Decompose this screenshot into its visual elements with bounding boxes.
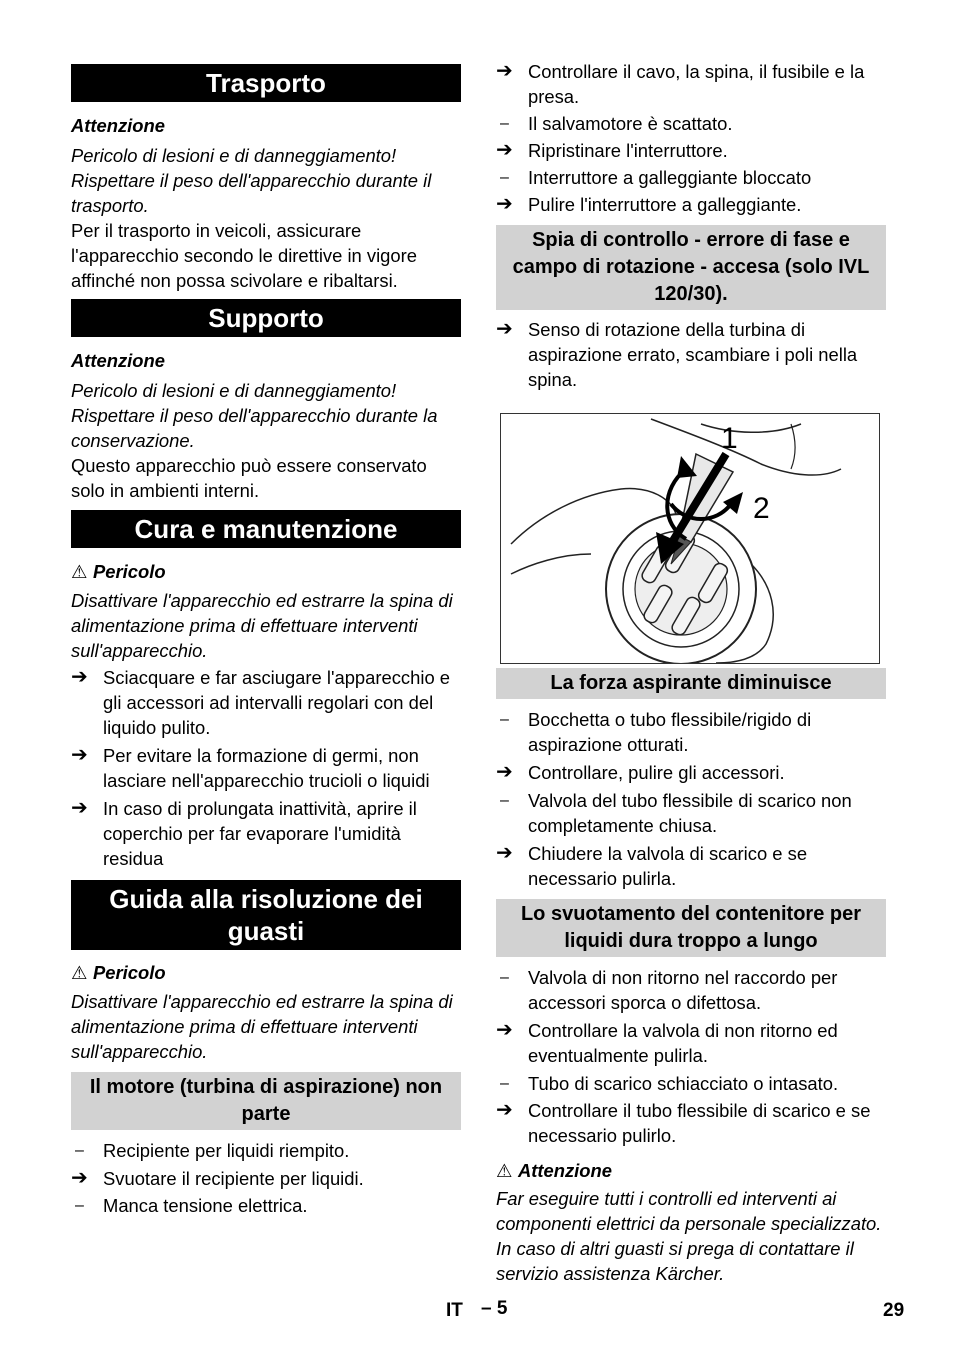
body-text-supporto: Questo apparecchio può essere conservato solo in ambienti interni. — [71, 455, 427, 501]
subsection-header-forza: La forza aspirante diminuisce — [496, 668, 886, 699]
dash-bullet-icon: – — [500, 169, 509, 186]
list-item: ➔ Controllare il cavo, la spina, il fusibile e la presa. — [496, 60, 865, 107]
list-item: – Valvola di non ritorno nel raccordo per accessori sporca o difettosa. — [500, 967, 838, 1013]
list-item: – Manca tensione elettrica. — [75, 1195, 308, 1216]
list-item: – Tubo di scarico schiacciato o intasato. — [500, 1073, 839, 1094]
arrow-bullet-icon: ➔ — [71, 797, 88, 819]
list-item: ➔ Svuotare il recipiente per liquidi. — [71, 1167, 364, 1189]
list-item: ➔ Per evitare la formazione di germi, non lasciare nell'apparecchio trucioli o liquidi — [71, 744, 430, 791]
warning-triangle-icon: ⚠ — [71, 561, 88, 582]
right-column — [496, 0, 886, 1286]
list-item: – Valvola del tubo flessibile di scarico non completamente chiusa. — [500, 790, 852, 836]
list-item: ➔ Pulire l'interruttore a galleggiante. — [496, 193, 802, 215]
warning-triangle-icon: ⚠ — [71, 962, 88, 983]
section-header-trasporto: Trasporto — [71, 64, 461, 102]
section-header-supporto: Supporto — [71, 299, 461, 337]
footer-section: – 5 — [481, 1298, 508, 1319]
dash-bullet-icon: – — [500, 1075, 509, 1092]
list-item: – Bocchetta o tubo flessibile/rigido di aspirazione otturati. — [500, 709, 812, 755]
arrow-bullet-icon: ➔ — [71, 666, 88, 688]
body-text-trasporto: Per il trasporto in veicoli, assicurare l'apparecchio secondo le direttive in vigore affinché non possa scivolare e ribaltarsi. — [71, 220, 417, 291]
subsection-header-spia: Spia di controllo - errore di fase e campo di rotazione - accesa (solo IVL 120/30). — [496, 225, 886, 310]
dash-bullet-icon: – — [500, 115, 509, 132]
list-item: ➔ Ripristinare l'interruttore. — [496, 139, 728, 161]
note-title-attenzione: ⚠ Attenzione — [496, 1160, 612, 1181]
arrow-bullet-icon: ➔ — [496, 842, 513, 864]
arrow-bullet-icon: ➔ — [496, 60, 513, 82]
note-title-supporto: Attenzione — [71, 350, 165, 371]
list-item: ➔ Sciacquare e far asciugare l'apparecchio e gli accessori ad intervalli regolari con del liquido pulito. — [71, 666, 451, 738]
list-item: ➔ Senso di rotazione della turbina di aspirazione errato, scambiare i poli nella spina. — [496, 318, 858, 390]
arrow-bullet-icon: ➔ — [496, 1099, 513, 1121]
list-item: ➔ Chiudere la valvola di scarico e se necessario pulirla. — [496, 842, 808, 889]
list-item: – Recipiente per liquidi riempito. — [75, 1140, 350, 1161]
list-item: ➔ Controllare il tubo flessibile di scarico e se necessario pulirlo. — [496, 1099, 871, 1146]
list-item: ➔ In caso di prolungata inattività, aprire il coperchio per far evaporare l'umidità residua — [71, 797, 417, 869]
arrow-bullet-icon: ➔ — [496, 761, 513, 783]
note-title-trasporto: Attenzione — [71, 115, 165, 136]
note-text-cura: Disattivare l'apparecchio ed estrarre la spina di alimentazione prima di effettuare interventi sull'apparecchio. — [71, 590, 453, 661]
note-text-supporto: Pericolo di lesioni e di danneggiamento! Rispettare il peso dell'apparecchio durante la conservazione. — [71, 380, 438, 451]
subsection-header-svuotamento: Lo svuotamento del contenitore per liquidi dura troppo a lungo — [496, 899, 886, 957]
list-item: – Il salvamotore è scattato. — [500, 113, 733, 134]
plug-illustration — [501, 414, 879, 663]
dash-bullet-icon: – — [500, 711, 509, 728]
footer-lang: IT — [446, 1300, 463, 1321]
note-title-guida: ⚠ Pericolo — [71, 962, 166, 983]
note-text-trasporto: Pericolo di lesioni e di danneggiamento! Rispettare il peso dell'apparecchio durante il trasporto. — [71, 145, 432, 216]
list-item: ➔ Controllare, pulire gli accessori. — [496, 761, 785, 783]
arrow-bullet-icon: ➔ — [71, 1167, 88, 1189]
section-header-cura: Cura e manutenzione — [71, 510, 461, 548]
warning-triangle-icon: ⚠ — [496, 1160, 513, 1181]
arrow-bullet-icon: ➔ — [71, 744, 88, 766]
arrow-bullet-icon: ➔ — [496, 1019, 513, 1041]
figure-label-2: 2 — [753, 492, 770, 525]
subsection-header-motore: Il motore (turbina di aspirazione) non parte — [71, 1072, 461, 1130]
dash-bullet-icon: – — [500, 969, 509, 986]
dash-bullet-icon: – — [75, 1142, 84, 1159]
dash-bullet-icon: – — [75, 1197, 84, 1214]
arrow-bullet-icon: ➔ — [496, 318, 513, 340]
list-item: ➔ Controllare la valvola di non ritorno ed eventualmente pulirla. — [496, 1019, 838, 1066]
note-text-attenzione: Far eseguire tutti i controlli ed interventi ai componenti elettrici da personale specializzato. In caso di altri guasti si prega di contattare il servizio assistenza Kärcher. — [496, 1188, 882, 1284]
note-title-cura: ⚠ Pericolo — [71, 561, 166, 582]
arrow-bullet-icon: ➔ — [496, 193, 513, 215]
note-text-guida: Disattivare l'apparecchio ed estrarre la spina di alimentazione prima di effettuare interventi sull'apparecchio. — [71, 991, 453, 1062]
plug-rotation-figure — [500, 413, 880, 664]
section-header-guida: Guida alla risoluzione dei guasti — [71, 880, 461, 950]
list-item: – Interruttore a galleggiante bloccato — [500, 167, 812, 188]
left-column — [71, 0, 461, 1218]
arrow-bullet-icon: ➔ — [496, 139, 513, 161]
dash-bullet-icon: – — [500, 792, 509, 809]
page-number: 29 — [883, 1300, 905, 1321]
figure-label-1: 1 — [721, 422, 738, 455]
